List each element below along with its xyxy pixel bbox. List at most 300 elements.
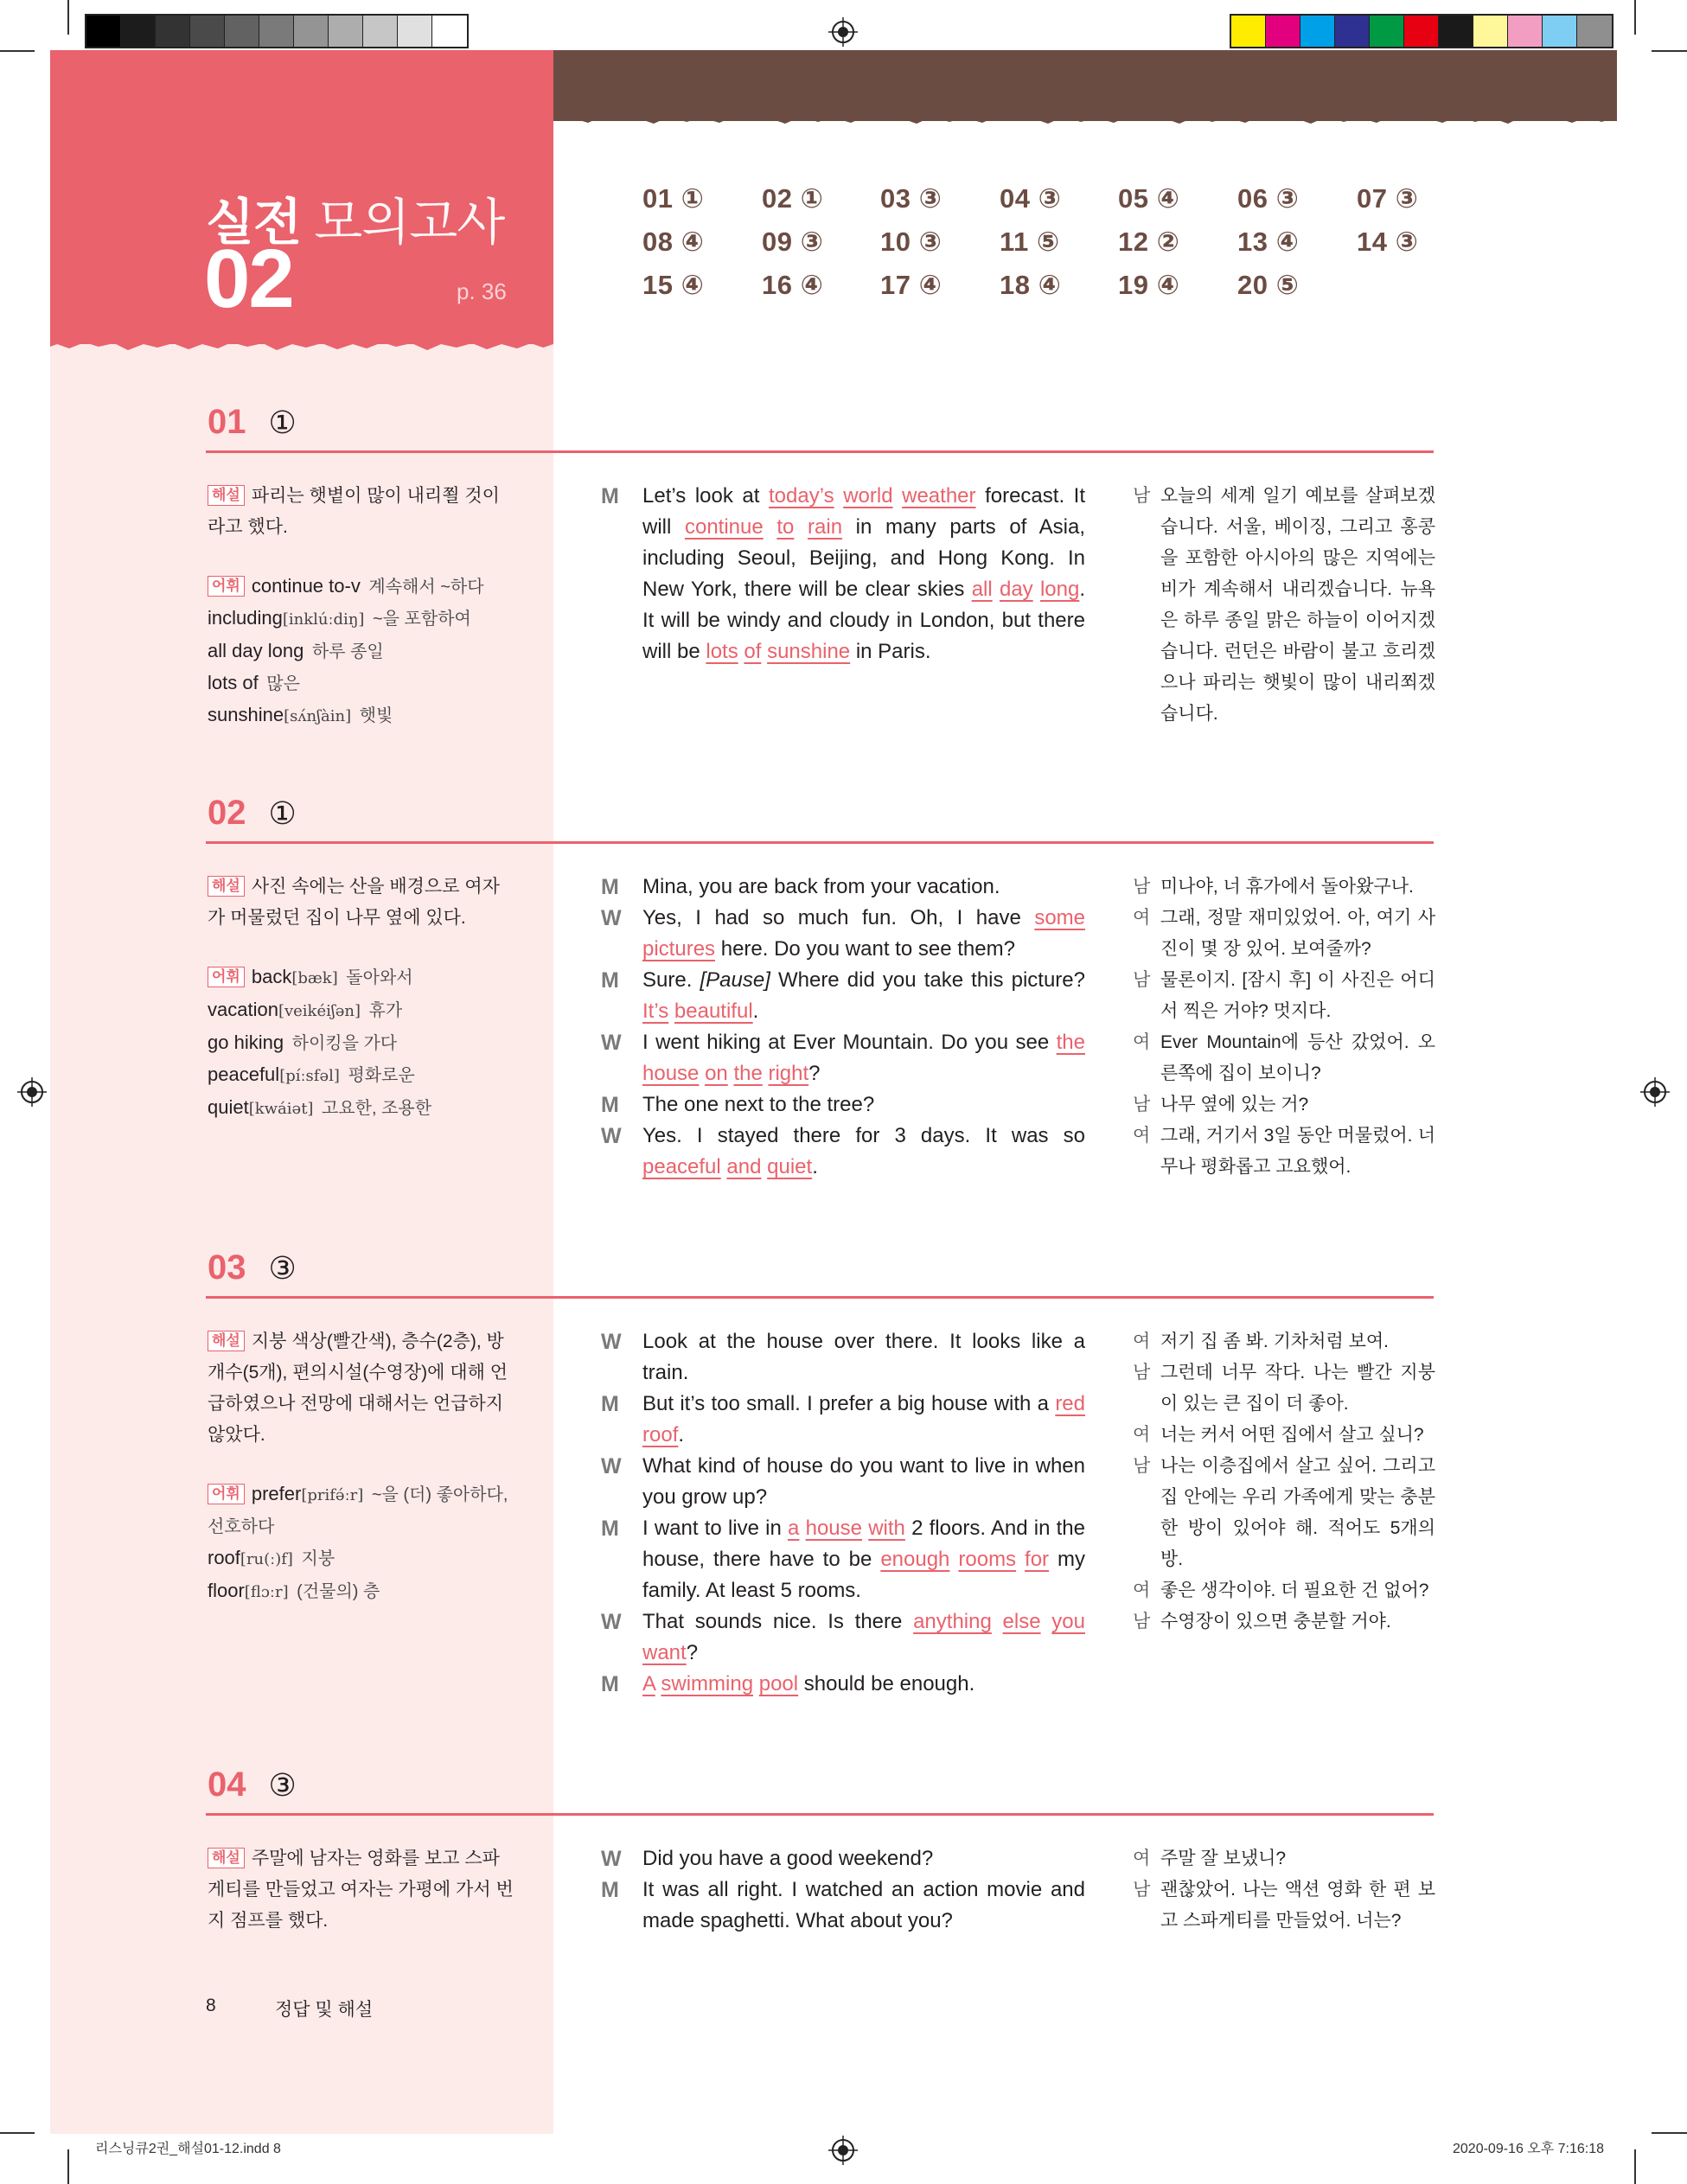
dialog-text: Look at the house over there. It looks like a train. xyxy=(642,1330,1085,1384)
dialog-text: forecast. It will xyxy=(642,484,1086,539)
speaker-label: 여 xyxy=(1133,1425,1151,1445)
explanation-body: 사진 속에는 산을 배경으로 여자가 머물렀던 집이 나무 옆에 있다. xyxy=(208,877,500,928)
speaker-label: W xyxy=(601,1124,622,1148)
dialog-text xyxy=(753,1672,759,1695)
vocab-list xyxy=(208,961,514,1125)
dialog-text: Yes, I had so much fun. Oh, I have xyxy=(642,906,1035,929)
dialog-line xyxy=(601,1513,1085,1606)
file-slug: 리스닝큐2권_해설01-12.indd 8 xyxy=(95,2142,281,2156)
vocab-phonetic: [veikéiʃən] xyxy=(278,1002,361,1020)
translation-line xyxy=(1133,1326,1435,1357)
dialog-column xyxy=(601,1326,1085,1700)
vocab-meaning: 햇빛 xyxy=(355,706,393,725)
explanation-tag: 해설 xyxy=(208,876,245,897)
dialog-line xyxy=(601,1326,1085,1389)
question-number: 01 xyxy=(208,403,246,441)
vocab-meaning: 돌아와서 xyxy=(341,968,413,987)
color-swatch xyxy=(432,16,467,47)
speaker-label: 남 xyxy=(1133,1880,1151,1900)
vocab-word: all day long xyxy=(208,640,304,661)
answer-blank: pool xyxy=(758,1672,799,1695)
translation-text: 나무 옆에 있는 거? xyxy=(1160,1095,1309,1114)
speaker-label: W xyxy=(601,1610,622,1634)
translation-text: 좋은 생각이야. 더 필요한 건 없어? xyxy=(1160,1581,1429,1600)
dialog-line xyxy=(601,1874,1085,1937)
dialog-text xyxy=(764,515,777,539)
question-answer: ③ xyxy=(268,1767,297,1803)
vocab-item xyxy=(208,1575,514,1608)
vocab-item xyxy=(208,1542,514,1575)
dialog-line xyxy=(601,872,1085,903)
color-swatch xyxy=(1439,16,1473,47)
vocab-item xyxy=(208,1092,514,1125)
dialog-line xyxy=(601,903,1085,965)
dialog-line xyxy=(601,1121,1085,1183)
dialog-text: my family. At least 5 rooms. xyxy=(642,1548,1085,1602)
dialog-text: Where did you take this picture? xyxy=(770,968,1085,992)
dialog-text: here. Do you want to see them? xyxy=(715,937,1015,961)
color-swatch xyxy=(1543,16,1577,47)
translation-text: 나는 이층집에서 살고 싶어. 그리고 집 안에는 우리 가족에게 맞는 충분한 방이 있어야 해. 적어도 5개의 방. xyxy=(1160,1456,1435,1569)
answer-blank: rooms xyxy=(958,1548,1017,1571)
explanation-tag: 해설 xyxy=(208,1331,245,1351)
dialog-line xyxy=(601,1843,1085,1874)
answer-blank: It’s xyxy=(642,999,669,1023)
speaker-label: 남 xyxy=(1133,1456,1151,1476)
speaker-label: 여 xyxy=(1133,1331,1151,1351)
answer-blank: the xyxy=(733,1062,763,1085)
answer-item: 19 ④ xyxy=(1118,270,1180,300)
grayscale-color-bar xyxy=(85,14,469,48)
color-swatch xyxy=(363,16,398,47)
registration-mark-icon xyxy=(1640,1077,1670,1107)
speaker-label: M xyxy=(601,875,619,899)
question-answer: ① xyxy=(268,795,297,831)
speaker-label: 남 xyxy=(1133,877,1151,897)
vocab-meaning: 평화로운 xyxy=(342,1066,415,1085)
vocab-phonetic: [bæk] xyxy=(291,969,338,987)
answer-blank: swimming xyxy=(661,1672,754,1695)
vocab-meaning: ~을 포함하여 xyxy=(367,610,471,629)
explanation-column xyxy=(208,872,514,1125)
speaker-label: M xyxy=(601,484,619,508)
crop-mark xyxy=(67,2149,69,2184)
section-divider xyxy=(206,1813,1434,1816)
answer-blank: want xyxy=(642,1641,687,1664)
translation-text: 저기 집 좀 봐. 기차처럼 보여. xyxy=(1160,1331,1389,1351)
translation-text: 그래, 정말 재미있었어. 아, 여기 사진이 몇 장 있어. 보여줄까? xyxy=(1160,908,1435,959)
translation-text: 그래, 거기서 3일 동안 머물렀어. 너무나 평화롭고 고요했어. xyxy=(1160,1126,1435,1177)
dialog-text xyxy=(992,1610,1003,1633)
answer-blank: and xyxy=(726,1155,762,1178)
vocab-meaning: ~을 (더) 좋아하다, 선호하다 xyxy=(208,1485,508,1536)
answer-blank: house xyxy=(805,1517,862,1540)
speaker-label: W xyxy=(601,1330,622,1354)
vocab-meaning: 하이킹을 가다 xyxy=(287,1034,398,1053)
answer-blank: with xyxy=(868,1517,905,1540)
dialog-text: . xyxy=(752,999,759,1023)
translation-text: Ever Mountain에 등산 갔었어. 오른쪽에 집이 보이니? xyxy=(1160,1032,1435,1083)
vocab-phonetic: [sʌ́nʃàin] xyxy=(284,707,352,725)
dialog-text: I want to live in xyxy=(642,1517,789,1540)
answer-item: 13 ④ xyxy=(1237,227,1300,257)
crop-mark xyxy=(1652,50,1687,52)
section-divider xyxy=(206,841,1434,844)
color-swatch xyxy=(86,16,121,47)
dialog-text: Did you have a good weekend? xyxy=(642,1847,934,1870)
translation-line xyxy=(1133,1606,1435,1638)
translation-text: 그런데 너무 작다. 나는 빨간 지붕이 있는 큰 집이 더 좋아. xyxy=(1160,1363,1435,1414)
answer-item: 16 ④ xyxy=(762,270,824,300)
dialog-line xyxy=(601,1089,1085,1121)
vocab-word: continue to-v xyxy=(251,575,361,597)
answer-blank: a xyxy=(788,1517,800,1540)
answer-item: 01 ① xyxy=(642,183,705,214)
speaker-label: 남 xyxy=(1133,970,1151,990)
dialog-text: The one next to the tree? xyxy=(642,1093,875,1116)
answer-blank: all xyxy=(971,578,993,601)
speaker-label: M xyxy=(601,1517,619,1541)
translation-line xyxy=(1133,1575,1435,1606)
answer-blank: house xyxy=(642,1062,700,1085)
vocab-meaning: 계속해서 ~하다 xyxy=(363,578,484,597)
color-swatch xyxy=(1508,16,1543,47)
answer-item: 07 ③ xyxy=(1357,183,1419,214)
explanation-column xyxy=(208,1326,514,1608)
vocab-item xyxy=(208,994,514,1027)
color-swatch xyxy=(259,16,294,47)
answer-item: 14 ③ xyxy=(1357,227,1419,257)
dialog-text: should be enough. xyxy=(798,1672,975,1695)
translation-line xyxy=(1133,1843,1435,1874)
translation-text: 너는 커서 어떤 집에서 살고 싶니? xyxy=(1160,1425,1424,1445)
speaker-label: M xyxy=(601,1392,619,1416)
dialog-text xyxy=(993,578,1000,601)
answer-item: 15 ④ xyxy=(642,270,705,300)
dialog-column xyxy=(601,1843,1085,1937)
dialog-text: in many parts of Asia, including Seoul, Beijing, and Hong Kong. In New York, there will be clear skies xyxy=(642,515,1085,601)
vocab-tag: 어휘 xyxy=(208,967,245,987)
color-swatch xyxy=(190,16,225,47)
speaker-label: 여 xyxy=(1133,908,1151,928)
answer-blank: continue xyxy=(684,515,764,539)
translation-line xyxy=(1133,1874,1435,1937)
dialog-text: 2 floors. And in the house, there have to be xyxy=(642,1517,1085,1571)
translation-text: 미나야, 너 휴가에서 돌아왔구나. xyxy=(1160,877,1414,897)
color-swatch xyxy=(398,16,432,47)
translation-text: 수영장이 있으면 충분할 거야. xyxy=(1160,1612,1391,1632)
speaker-label: 여 xyxy=(1133,1032,1151,1052)
answer-blank: the xyxy=(1056,1031,1085,1054)
registration-mark-icon xyxy=(828,2136,858,2165)
dialog-text: It was all right. I watched an action movie and made spaghetti. What about you? xyxy=(642,1878,1085,1932)
vocab-phonetic: [kwáiət] xyxy=(248,1100,314,1118)
color-swatch xyxy=(1266,16,1300,47)
dialog-text xyxy=(949,1548,958,1571)
dialog-line xyxy=(601,1606,1085,1669)
answer-blank: of xyxy=(744,640,762,663)
dialog-text: Mina, you are back from your vacation. xyxy=(642,875,1000,898)
color-swatch xyxy=(121,16,156,47)
header-brown-bar xyxy=(553,50,1617,121)
vocab-tag: 어휘 xyxy=(208,1484,245,1504)
speaker-label: 남 xyxy=(1133,1612,1151,1632)
vocab-word: floor xyxy=(208,1580,245,1601)
section-divider xyxy=(206,450,1434,453)
color-swatch xyxy=(329,16,363,47)
speaker-label: 남 xyxy=(1133,1095,1151,1114)
speaker-label: M xyxy=(601,1672,619,1696)
color-swatch xyxy=(1335,16,1370,47)
answer-blank: long xyxy=(1039,578,1080,601)
answer-blank: anything xyxy=(913,1610,992,1633)
answer-blank: peaceful xyxy=(642,1155,721,1178)
answer-item: 05 ④ xyxy=(1118,183,1180,214)
speaker-label: W xyxy=(601,1454,622,1478)
dialog-column xyxy=(601,872,1085,1183)
answer-item: 06 ③ xyxy=(1237,183,1300,214)
color-swatch xyxy=(1404,16,1439,47)
title-block-rough-edge xyxy=(50,339,553,351)
crop-mark xyxy=(1634,2149,1636,2184)
vocab-phonetic: [ru(ː)f] xyxy=(240,1550,293,1568)
question-heading xyxy=(208,1766,297,1804)
footer-title: 정답 및 해설 xyxy=(275,2000,374,2020)
answer-item: 08 ④ xyxy=(642,227,705,257)
answer-blank: lots xyxy=(706,640,738,663)
explanation-tag: 해설 xyxy=(208,485,245,506)
vocab-item xyxy=(208,699,514,732)
vocab-item xyxy=(208,635,514,667)
speaker-label: 여 xyxy=(1133,1126,1151,1146)
dialog-text: But it’s too small. I prefer a big house with a xyxy=(642,1392,1056,1415)
vocab-word: vacation xyxy=(208,999,278,1020)
answer-blank: beautiful xyxy=(674,999,753,1023)
dialog-text: That sounds nice. Is there xyxy=(642,1610,914,1633)
vocab-phonetic: [prifə́ːr] xyxy=(301,1486,364,1504)
translation-line xyxy=(1133,1089,1435,1121)
speaker-label: M xyxy=(601,968,619,993)
dialog-text xyxy=(893,484,903,508)
dialog-text: Yes. I stayed there for 3 days. It was so xyxy=(642,1124,1085,1147)
dialog-text: I went hiking at Ever Mountain. Do you see xyxy=(642,1031,1057,1054)
dialog-text: . It will be windy and cloudy in London, but there will be xyxy=(642,578,1086,663)
dialog-text xyxy=(834,484,844,508)
vocab-word: sunshine xyxy=(208,704,284,725)
explanation-body: 지붕 색상(빨간색), 층수(2층), 방 개수(5개), 편의시설(수영장)에 대해 언급하였으나 전망에 대해서는 언급하지 않았다. xyxy=(208,1331,508,1445)
vocab-phonetic: [inklúːdiŋ] xyxy=(282,610,365,629)
vocab-word: peaceful xyxy=(208,1063,280,1085)
dialog-text: Let’s look at xyxy=(642,484,769,508)
translation-text: 물론이지. [잠시 후] 이 사진은 어디서 찍은 거야? 멋지다. xyxy=(1160,970,1435,1021)
question-number: 03 xyxy=(208,1248,246,1287)
explanation-tag: 해설 xyxy=(208,1848,245,1868)
dialog-line xyxy=(601,965,1085,1027)
dialog-text xyxy=(1033,578,1040,601)
page-reference: p. 36 xyxy=(457,278,507,304)
vocab-word: roof xyxy=(208,1547,240,1568)
translation-line xyxy=(1133,1451,1435,1575)
crop-mark xyxy=(1652,2132,1687,2134)
answer-item: 04 ③ xyxy=(1000,183,1062,214)
dialog-text: . xyxy=(678,1423,685,1446)
color-swatch xyxy=(156,16,190,47)
answer-item: 10 ③ xyxy=(880,227,943,257)
crop-mark xyxy=(0,50,35,52)
explanation-text xyxy=(208,1326,514,1451)
answer-item: 12 ② xyxy=(1118,227,1180,257)
vocab-item xyxy=(208,961,514,994)
answer-blank: world xyxy=(843,484,893,508)
vocab-word: lots of xyxy=(208,672,259,693)
translation-line xyxy=(1133,872,1435,903)
explanation-column xyxy=(208,481,514,732)
dialog-text: [Pause] xyxy=(700,968,770,992)
color-swatch xyxy=(225,16,259,47)
answer-blank: A xyxy=(642,1672,655,1695)
vocab-list xyxy=(208,571,514,732)
vocab-meaning: (건물의) 층 xyxy=(291,1582,380,1601)
test-number: 02 xyxy=(204,233,293,325)
speaker-label: W xyxy=(601,906,622,930)
vocab-word: prefer xyxy=(251,1483,302,1504)
vocab-phonetic: [flɔːr] xyxy=(244,1583,289,1601)
answer-blank: weather xyxy=(902,484,976,508)
vocab-item xyxy=(208,1478,514,1542)
explanation-body: 주말에 남자는 영화를 보고 스파게티를 만들었고 여자는 가평에 가서 번지 점프를 했다. xyxy=(208,1849,514,1931)
color-swatch xyxy=(1473,16,1508,47)
translation-line xyxy=(1133,903,1435,965)
vocab-item xyxy=(208,667,514,699)
answer-item: 03 ③ xyxy=(880,183,943,214)
dialog-text: in Paris. xyxy=(850,640,931,663)
answer-blank: enough xyxy=(880,1548,950,1571)
answer-blank: quiet xyxy=(767,1155,813,1178)
answer-item: 09 ③ xyxy=(762,227,824,257)
translation-line xyxy=(1133,1027,1435,1089)
vocab-word: including xyxy=(208,607,283,629)
dialog-text xyxy=(1016,1548,1025,1571)
answer-blank: to xyxy=(776,515,795,539)
answer-item: 02 ① xyxy=(762,183,824,214)
color-swatch xyxy=(294,16,329,47)
answer-blank: day xyxy=(999,578,1033,601)
dialog-text: . xyxy=(812,1155,818,1178)
answer-item: 20 ⑤ xyxy=(1237,270,1300,300)
dialog-text: ? xyxy=(808,1062,821,1085)
dialog-line xyxy=(601,1451,1085,1513)
translation-column xyxy=(1133,1843,1435,1937)
speaker-label: W xyxy=(601,1847,622,1871)
translation-text: 괜찮았어. 나는 액션 영화 한 편 보고 스파게티를 만들었어. 너는? xyxy=(1160,1880,1435,1931)
dialog-line xyxy=(601,1027,1085,1089)
dialog-text xyxy=(668,999,674,1023)
answer-blank: sunshine xyxy=(767,640,851,663)
answer-blank: right xyxy=(768,1062,809,1085)
answer-blank: red xyxy=(1055,1392,1085,1415)
explanation-text xyxy=(208,1843,514,1937)
speaker-label: M xyxy=(601,1878,619,1902)
translation-line xyxy=(1133,481,1435,730)
vocab-item xyxy=(208,1027,514,1059)
date-slug: 2020-09-16 오후 7:16:18 xyxy=(1453,2142,1605,2156)
explanation-text xyxy=(208,872,514,934)
translation-text: 주말 잘 보냈니? xyxy=(1160,1849,1287,1868)
registration-mark-icon xyxy=(828,17,858,47)
dialog-text: Sure. xyxy=(642,968,700,992)
crop-mark xyxy=(67,0,69,35)
vocab-phonetic: [píːsfəl] xyxy=(279,1067,340,1085)
question-number: 02 xyxy=(208,794,246,832)
vocab-meaning: 휴가 xyxy=(364,1001,403,1020)
speaker-label: 남 xyxy=(1133,486,1151,506)
dialog-text xyxy=(1041,1610,1052,1633)
vocab-word: quiet xyxy=(208,1096,249,1118)
translation-line xyxy=(1133,1420,1435,1451)
color-swatch xyxy=(1370,16,1404,47)
answer-blank: for xyxy=(1025,1548,1050,1571)
answer-blank: rain xyxy=(808,515,843,539)
dialog-column xyxy=(601,481,1085,667)
vocab-tag: 어휘 xyxy=(208,576,245,597)
question-answer: ③ xyxy=(268,1250,297,1286)
dialog-text: ? xyxy=(686,1641,699,1664)
translation-column xyxy=(1133,872,1435,1183)
vocab-item xyxy=(208,1059,514,1092)
dialog-line xyxy=(601,481,1085,667)
answer-blank: pictures xyxy=(642,937,716,961)
color-swatch xyxy=(1231,16,1266,47)
vocab-meaning: 하루 종일 xyxy=(307,642,384,661)
page-number: 8 xyxy=(206,1996,216,2015)
vocab-word: go hiking xyxy=(208,1031,284,1053)
question-answer: ① xyxy=(268,405,297,440)
vocab-meaning: 많은 xyxy=(261,674,300,693)
speaker-label: 여 xyxy=(1133,1581,1151,1600)
answer-item: 11 ⑤ xyxy=(1000,227,1060,257)
translation-line xyxy=(1133,965,1435,1027)
dialog-line xyxy=(601,1669,1085,1700)
dialog-line xyxy=(601,1389,1085,1451)
vocab-item xyxy=(208,571,514,603)
answer-blank: today’s xyxy=(769,484,834,508)
speaker-label: 여 xyxy=(1133,1849,1151,1868)
header-rough-edge xyxy=(553,112,1617,126)
vocab-item xyxy=(208,603,514,635)
title-bold: 실전 xyxy=(206,195,302,251)
answer-blank: roof xyxy=(642,1423,679,1446)
vocab-list xyxy=(208,1478,514,1608)
answer-blank: you xyxy=(1051,1610,1085,1633)
process-color-bar xyxy=(1230,14,1614,48)
translation-column xyxy=(1133,1326,1435,1638)
translation-column xyxy=(1133,481,1435,730)
explanation-body: 파리는 햇볕이 많이 내리쬘 것이라고 했다. xyxy=(208,486,500,537)
answer-blank: on xyxy=(705,1062,728,1085)
question-heading xyxy=(208,403,297,442)
explanation-text xyxy=(208,481,514,543)
vocab-meaning: 고요한, 조용한 xyxy=(316,1099,432,1118)
explanation-column xyxy=(208,1843,514,1937)
speaker-label: 남 xyxy=(1133,1363,1151,1383)
translation-line xyxy=(1133,1121,1435,1183)
question-heading xyxy=(208,1248,297,1287)
color-swatch xyxy=(1577,16,1612,47)
answer-blank: some xyxy=(1034,906,1085,929)
dialog-text xyxy=(799,1517,805,1540)
translation-text: 오늘의 세계 일기 예보를 살펴보겠습니다. 서울, 베이징, 그리고 홍콩을 포함한 아시아의 많은 지역에는 비가 계속해서 내리겠습니다. 뉴욕은 하루 종일 맑은 하늘이 이어지겠습니다. 런던은 바람이 불고 흐리겠으나 파리는 햇빛이 많이 내리쬐겠습니다. xyxy=(1160,486,1435,724)
dialog-text: What kind of house do you want to live in when you grow up? xyxy=(642,1454,1085,1509)
